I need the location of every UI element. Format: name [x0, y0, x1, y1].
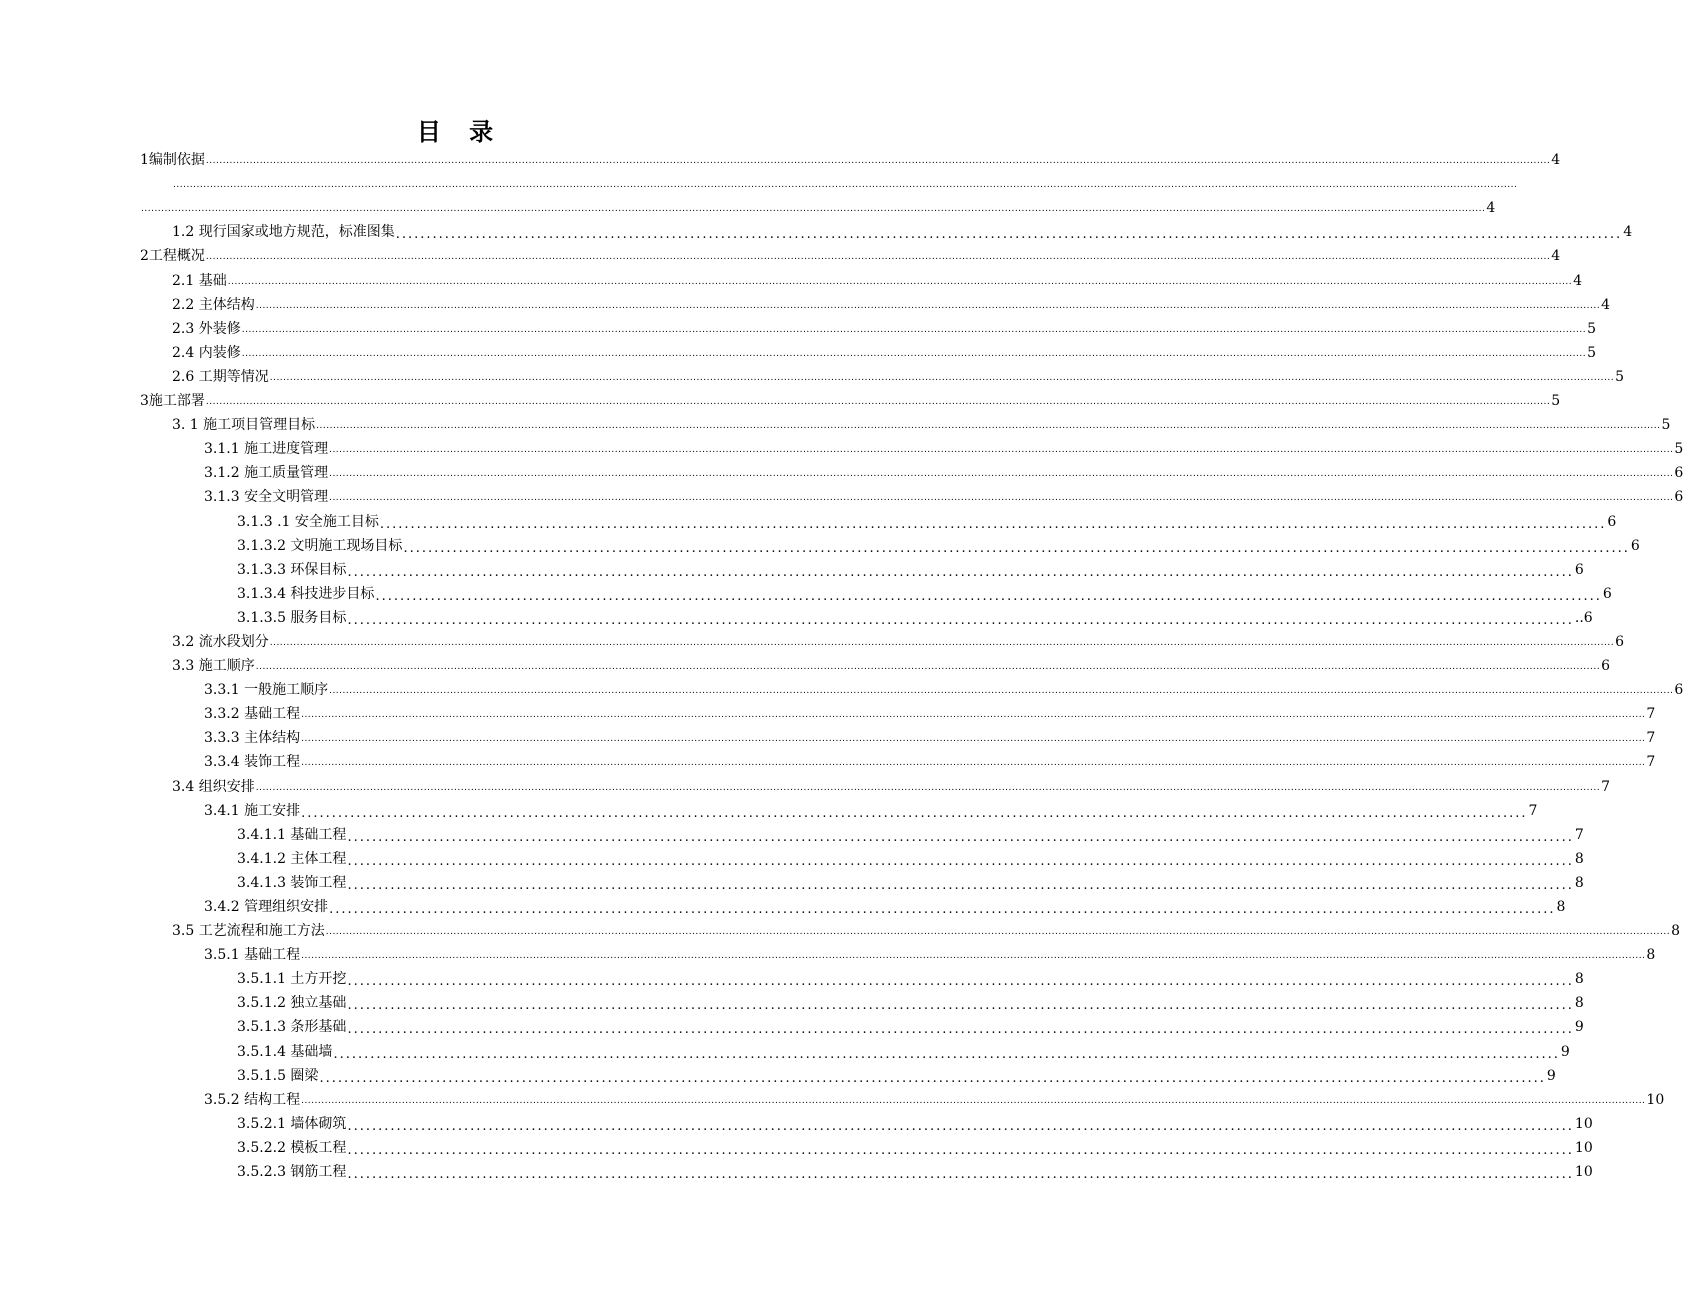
toc-leader-dots: ................................................................................................................................................................................................................................................................................................................................................................................................................ [301, 758, 1646, 769]
toc-entry[interactable] [140, 771, 1610, 795]
toc-leader-dots: ........................................................................................................................................................................................................ [347, 877, 1574, 893]
toc-entry[interactable] [140, 506, 1617, 532]
toc-entry-title: 3.3 施工顺序 [172, 658, 255, 675]
toc-leader-dots: ................................................................................................................................................................................................................................................................................................................................................................................................................ [269, 372, 1615, 383]
toc-entry-page: 5 [1674, 441, 1683, 458]
toc-entry-page: 4 [1623, 224, 1633, 241]
toc-entry-page: 5 [1551, 393, 1561, 410]
toc-leader-dots: ........................................................................................................................................................................................................ [347, 1022, 1574, 1038]
toc-entry[interactable] [140, 193, 1496, 217]
toc-entry-page: 6 [1607, 513, 1617, 530]
toc-entry-page: 7 [1646, 730, 1656, 747]
toc-leader-dots: ................................................................................................................................................................................................................................................................................................................................................................................................................ [205, 397, 1551, 408]
toc-leader-dots: ................................................................................................................................................................................................................................................................................................................................................................................................................ [329, 469, 1674, 480]
toc-entry[interactable] [140, 1109, 1593, 1134]
toc-entry[interactable] [140, 265, 1582, 289]
toc-leader-dots: ........................................................................................................................................................................................................ [347, 974, 1574, 990]
toc-leader-dots: ................................................................................................................................................................................................................................................................................................................................................................................................................ [301, 734, 1646, 745]
table-of-contents [140, 145, 1683, 1183]
toc-entry-page: 4 [1573, 272, 1582, 289]
toc-leader-dots: ................................................................................................................................................................................................................................................................................................................................................................................................................ [329, 493, 1674, 504]
toc-leader-dots: ................................................................................................................................................................................................................................................................................................................................................................................................................ [301, 1095, 1646, 1106]
toc-entry[interactable] [140, 988, 1584, 1014]
toc-entry[interactable] [140, 964, 1584, 990]
toc-entry-page: 6 [1674, 489, 1683, 506]
toc-leader-dots: ........................................................................................................................................................................................................ [301, 805, 1528, 821]
toc-entry[interactable] [140, 169, 1518, 193]
toc-entry-page: 7 [1528, 802, 1538, 819]
toc-entry-title: 3.1.2 施工质量管理 [204, 465, 329, 482]
toc-entry[interactable] [140, 627, 1624, 651]
toc-entry[interactable] [140, 531, 1640, 556]
toc-leader-dots: ................................................................................................................................................................................................................................................................................................................................................................................................................ [255, 782, 1601, 793]
toc-entry-page: 4 [1551, 152, 1561, 169]
toc-leader-dots: ................................................................................................................................................................................................................................................................................................................................................................................................................ [241, 324, 1587, 335]
toc-entry[interactable] [140, 1012, 1584, 1038]
toc-entry[interactable] [140, 603, 1593, 628]
toc-entry-title: 3.1.1 施工进度管理 [204, 441, 329, 458]
toc-entry-title: 2.6 工期等情况 [172, 368, 269, 385]
toc-entry-page: 6 [1602, 585, 1612, 602]
toc-entry-title: 编制依据 [148, 152, 205, 169]
toc-entry-page: 7 [1646, 706, 1656, 723]
toc-entry[interactable] [140, 675, 1683, 699]
toc-entry-page: 6 [1674, 465, 1683, 482]
toc-leader-dots: ................................................................................................................................................................................................................................................................................................................................................................................................................ [269, 637, 1615, 648]
toc-entry-number: 1 [140, 152, 149, 169]
toc-entry[interactable] [140, 940, 1656, 964]
toc-entry-page: 8 [1671, 923, 1680, 940]
toc-entry-title: 3.5.1.3 条形基础 [237, 1019, 347, 1036]
toc-entry[interactable] [140, 651, 1610, 675]
toc-leader-dots: ................................................................................................................................................................................................................................................................................................................................................................................................................ [255, 300, 1601, 311]
toc-entry-title: 3.2 流水段划分 [172, 633, 269, 650]
toc-entry[interactable] [140, 386, 1561, 410]
toc-entry[interactable] [140, 362, 1624, 386]
toc-leader-dots: ................................................................................................................................................................................................................................................................................................................................................................................................................ [141, 204, 1486, 215]
toc-entry-title: 3.1.3.4 科技进步目标 [237, 585, 375, 602]
toc-entry[interactable] [140, 699, 1656, 723]
toc-entry-title: 3.4.1.2 主体工程 [237, 850, 347, 867]
toc-entry-title: 3.4 组织安排 [172, 778, 255, 795]
toc-entry[interactable] [140, 314, 1596, 338]
toc-leader-dots: ................................................................................................................................................................................................................................................................................................................................................................................................................ [316, 421, 1661, 432]
toc-leader-dots: ........................................................................................................................................................................................................ [347, 1142, 1574, 1158]
toc-entry[interactable] [140, 290, 1610, 314]
toc-entry-page: 6 [1674, 682, 1683, 699]
toc-entry-number: 3 [140, 393, 149, 410]
toc-entry[interactable] [140, 410, 1671, 434]
toc-entry[interactable] [140, 338, 1596, 362]
toc-entry[interactable] [140, 1157, 1593, 1183]
toc-entry-title: 3.4.1.3 装饰工程 [237, 874, 347, 891]
toc-entry-title: 3.3.1 一般施工顺序 [204, 682, 329, 699]
toc-entry-title: 3.5.2.2 模板工程 [237, 1139, 347, 1156]
toc-entry-page: 10 [1574, 1115, 1593, 1132]
toc-entry[interactable] [140, 458, 1683, 482]
toc-leader-dots: ................................................................................................................................................................................................................................................................................................................................................................................................................ [205, 156, 1551, 167]
toc-entry[interactable] [140, 145, 1561, 169]
toc-leader-dots: ........................................................................................................................................................................................................ [347, 612, 1574, 628]
toc-leader-dots: ........................................................................................................................................................................................................ [347, 1118, 1574, 1134]
toc-entry[interactable] [140, 723, 1656, 747]
toc-entry-title: 3.5.2 结构工程 [204, 1091, 301, 1108]
toc-entry[interactable] [140, 241, 1561, 265]
toc-entry-title: 3.1.3.3 环保目标 [237, 561, 347, 578]
toc-entry[interactable] [140, 555, 1584, 580]
toc-entry-title: 3.5.1 基础工程 [204, 947, 301, 964]
toc-entry-page: 6 [1574, 561, 1584, 578]
toc-entry-page: 8 [1574, 850, 1584, 867]
toc-entry[interactable] [140, 1036, 1570, 1062]
toc-entry-title: 3.4.1 施工安排 [204, 802, 301, 819]
toc-entry-page: 5 [1615, 368, 1624, 385]
toc-leader-dots: ........................................................................................................................................................................................................ [347, 1167, 1574, 1183]
toc-entry[interactable] [140, 892, 1566, 917]
toc-entry-page: 8 [1646, 947, 1656, 964]
toc-entry-page: 4 [1601, 296, 1610, 313]
toc-entry-page: 9 [1560, 1043, 1570, 1060]
toc-entry-page: 6 [1615, 633, 1624, 650]
toc-entry[interactable] [140, 747, 1656, 771]
toc-leader-dots: ........................................................................................................................................................................................................ [375, 588, 1602, 604]
toc-entry-number: 2 [140, 248, 149, 265]
toc-entry-title: 3.5.1.1 土方开挖 [237, 971, 347, 988]
toc-entry-page: 6 [1630, 537, 1640, 554]
toc-entry-title: 2.2 主体结构 [172, 296, 255, 313]
toc-entry[interactable] [140, 868, 1584, 893]
toc-entry-title: 3.5.1.5 圈梁 [237, 1067, 319, 1084]
toc-entry-page: 8 [1574, 971, 1584, 988]
toc-entry-page: 7 [1646, 754, 1656, 771]
toc-entry-title: 3.3.3 主体结构 [204, 730, 301, 747]
toc-entry[interactable] [140, 1085, 1665, 1109]
toc-entry-page: 5 [1587, 344, 1596, 361]
toc-entry-title: 1.2 现行国家或地方规范，标准图集 [172, 224, 395, 241]
toc-entry[interactable] [140, 482, 1683, 506]
toc-leader-dots: ................................................................................................................................................................................................................................................................................................................................................................................................................ [325, 927, 1671, 938]
toc-leader-dots: ........................................................................................................................................................................................................ [347, 564, 1574, 580]
toc-entry-page: 8 [1556, 899, 1566, 915]
toc-leader-dots: ........................................................................................................................................................................................................ [403, 540, 1630, 556]
toc-entry-title: 3.5.1.4 基础墙 [237, 1043, 333, 1060]
toc-entry-title: 2.4 内装修 [172, 344, 241, 361]
toc-leader-dots: ........................................................................................................................................................................................................ [329, 902, 1556, 917]
toc-entry[interactable] [140, 820, 1584, 845]
toc-entry-title: 3.1.3 .1 安全施工目标 [237, 513, 379, 530]
toc-entry-title: 3.5.1.2 独立基础 [237, 995, 347, 1012]
toc-leader-dots: ........................................................................................................................................................................................................ [347, 998, 1574, 1014]
toc-entry-title: 3.4.1.1 基础工程 [237, 826, 347, 843]
toc-entry-page: 9 [1546, 1067, 1556, 1084]
toc-entry-page: 4 [1551, 248, 1561, 265]
toc-entry-title: 施工部署 [148, 393, 205, 410]
toc-leader-dots: ........................................................................................................................................................................................................ [395, 227, 1623, 243]
toc-entry-title: 3.1.3.2 文明施工现场目标 [237, 537, 403, 554]
toc-entry-title: 3. 1 施工项目管理目标 [172, 417, 316, 434]
toc-entry-title: 3.5.2.3 钢筋工程 [237, 1164, 347, 1181]
toc-entry-page: 10 [1574, 1164, 1593, 1181]
toc-entry[interactable] [140, 579, 1612, 604]
toc-entry-title: 3.3.4 装饰工程 [204, 754, 301, 771]
toc-entry-page: 10 [1574, 1139, 1593, 1156]
toc-entry-page: 5 [1587, 320, 1596, 337]
toc-entry-title: 2.1 基础 [172, 272, 227, 289]
toc-entry-page: ..6 [1574, 609, 1593, 626]
toc-entry-page: 10 [1646, 1091, 1665, 1108]
toc-entry[interactable] [140, 1133, 1593, 1158]
toc-leader-dots: ................................................................................................................................................................................................................................................................................................................................................................................................................ [301, 710, 1646, 721]
toc-leader-dots: ........................................................................................................................................................................................................ [333, 1046, 1560, 1062]
toc-entry-title: 3.3.2 基础工程 [204, 706, 301, 723]
toc-leader-dots: ........................................................................................................................................................................................................ [347, 829, 1574, 845]
toc-entry-page: 4 [1486, 200, 1496, 217]
toc-entry-title: 3.5 工艺流程和施工方法 [172, 923, 325, 940]
toc-entry[interactable] [140, 217, 1633, 243]
toc-leader-dots: ................................................................................................................................................................................................................................................................................................................................................................................................................ [329, 686, 1674, 697]
toc-leader-dots: ................................................................................................................................................................................................................................................................................................................................................................................................................ [227, 276, 1573, 287]
toc-leader-dots: ................................................................................................................................................................................................................................................................................................................................................................................................................ [255, 662, 1601, 673]
toc-leader-dots: ........................................................................................................................................................................................................ [379, 516, 1607, 532]
toc-leader-dots: ................................................................................................................................................................................................................................................................................................................................................................................................................ [205, 252, 1551, 263]
toc-leader-dots: ........................................................................................................................................................................................................ [319, 1070, 1546, 1086]
toc-entry[interactable] [140, 796, 1538, 821]
toc-entry-title: 3.4.2 管理组织安排 [204, 899, 329, 915]
toc-entry-title: 工程概况 [148, 248, 205, 265]
toc-entry-page: 8 [1574, 874, 1584, 891]
toc-entry-page: 5 [1661, 417, 1671, 434]
toc-entry[interactable] [140, 916, 1680, 940]
toc-entry-page: 6 [1601, 658, 1610, 675]
toc-entry[interactable] [140, 1061, 1556, 1086]
toc-entry-page: 9 [1574, 1019, 1584, 1036]
toc-entry-title: 2.3 外装修 [172, 320, 241, 337]
toc-leader-dots: ................................................................................................................................................................................................................................................................................................................................................................................................................ [241, 348, 1587, 359]
toc-entry-page: 8 [1574, 995, 1584, 1012]
toc-entry-page: 7 [1574, 826, 1584, 843]
toc-leader-dots: ................................................................................................................................................................................................................................................................................................................................................................................................................ [173, 180, 1518, 191]
toc-entry-page: 7 [1601, 778, 1610, 795]
toc-leader-dots: ................................................................................................................................................................................................................................................................................................................................................................................................................ [329, 445, 1674, 456]
toc-title: 目 录 [416, 117, 504, 146]
toc-entry-title: 3.1.3.5 服务目标 [237, 609, 347, 626]
toc-entry[interactable] [140, 434, 1683, 458]
toc-leader-dots: ................................................................................................................................................................................................................................................................................................................................................................................................................ [301, 951, 1646, 962]
toc-leader-dots: ........................................................................................................................................................................................................ [347, 853, 1574, 869]
toc-entry-title: 3.5.2.1 墙体砌筑 [237, 1115, 347, 1132]
toc-entry[interactable] [140, 844, 1584, 869]
toc-entry-title: 3.1.3 安全文明管理 [204, 489, 329, 506]
